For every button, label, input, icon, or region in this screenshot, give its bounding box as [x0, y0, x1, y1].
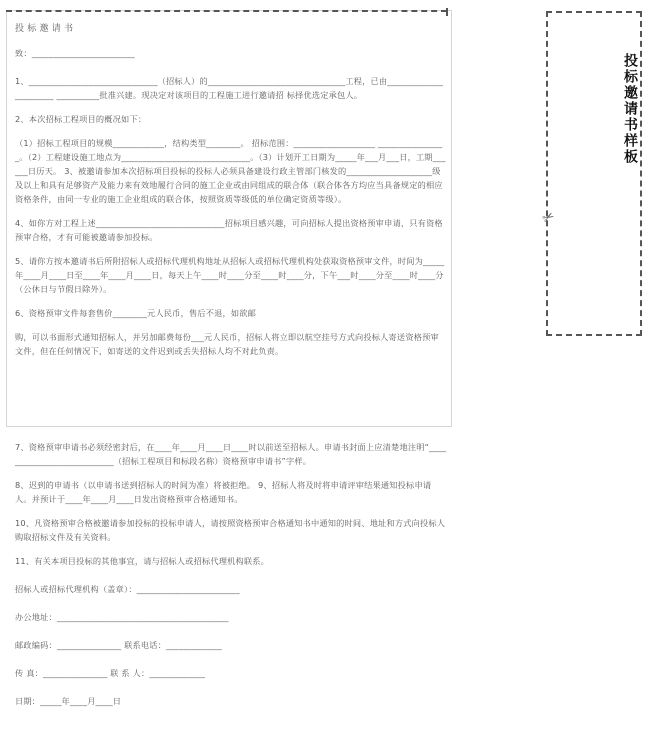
date-line: 日期：_____年____月____日: [15, 696, 122, 706]
sidebar-cut-box: [539, 11, 642, 336]
salutation: 致：________________________: [15, 48, 135, 58]
paragraph-6: 6、资格预审文件每套售价________元人民币，售后不退，如欲邮: [15, 308, 257, 318]
paragraph-3: （1）招标工程项目的规模____________，结构类型________。 招标范围：___________________ ________________。（2）工程建设施工地点为______________________________。（3）计划开工日期为_____年___月___日，工期______日历天。 3、被邀请参加本次招标项目投标的投标人必须具备建设行政主管部门核发的____________________级及以上和具有足够资产及能力来有效地履行合同的施工企业或由同组成的联合体（联合体各方均应当具备规定的相应资格条件，由同一专业的施工企业组成的联合体，按照资质等级低的单位确定资质等级）。: [15, 138, 446, 204]
document-lower: [15, 440, 447, 708]
paragraph-10: 10、凡资格预审合格被邀请参加投标的投标申请人，请按照资格预审合格通知书中通知的时间、地址和方式向投标人购取招标文件及有关资料。: [15, 518, 446, 542]
paragraph-1: 1、______________________________（招标人）的________________________________工程，已由______________________ __________批准兴建。现决定对该项目的工程施工进行邀请招 标择优选定承包人。: [15, 76, 444, 100]
agency-line: 招标人或招标代理机构（盖章）：________________________: [15, 584, 240, 594]
sidebar-title: 投标邀请书样板: [622, 53, 638, 165]
document-title: 投 标 邀 请 书: [15, 24, 74, 34]
document-upper: [15, 22, 447, 358]
paragraph-4: 4、如你方对工程上述______________________________招标项目感兴趣，可向招标人提出资格预审申请，只有资格预审合格，才有可能被邀请参加投标。: [15, 218, 443, 242]
paragraph-5: 5、请你方按本邀请书后所附招标人或招标代理机构地址从招标人或招标代理机构处获取资格预审文件，时间为_____年____月____日至____年____月____日，每天上午____时____分至____时____分，下午___时____分至____时____分（公休日与节假日除外）。: [15, 256, 445, 294]
paragraph-7: 7、资格预审申请书必须经密封后，在____年____月____日____时以前送至招标人。申请书封面上应清楚地注明“___________________________（招标工程项目和标段名称）资格预审申请书”字样。: [15, 442, 447, 466]
cut-line-corner: [446, 8, 448, 16]
cut-line-top: [6, 10, 447, 12]
paragraph-2: 2、本次招标工程项目的概况如下：: [15, 114, 147, 124]
postcode-line: 邮政编码：_______________ 联系电话：_____________: [15, 640, 222, 650]
paragraph-11: 11、有关本项目投标的其他事宜，请与招标人或招标代理机构联系。: [15, 556, 270, 566]
paragraph-8: 8、迟到的申请书（以申请书送到招标人的时间为准）将被拒绝。 9、招标人将及时将申请评审结果通知投标申请人。并预计于____年____月____日发出资格预审合格通知书。: [15, 480, 432, 504]
address-line: 办公地址：________________________________________: [15, 612, 229, 622]
paragraph-6-continued: 购，可以书面形式通知招标人，并另加邮费每份___元人民币，招标人将立即以航空挂号方式向投标人寄送资格预审文件，但在任何情况下，如寄送的文件迟到或丢失招标人均不对此负责。: [15, 332, 439, 356]
scissors-icon: ✂: [539, 208, 558, 228]
fax-line: 传 真：_______________ 联 系 人：_____________: [15, 668, 206, 678]
